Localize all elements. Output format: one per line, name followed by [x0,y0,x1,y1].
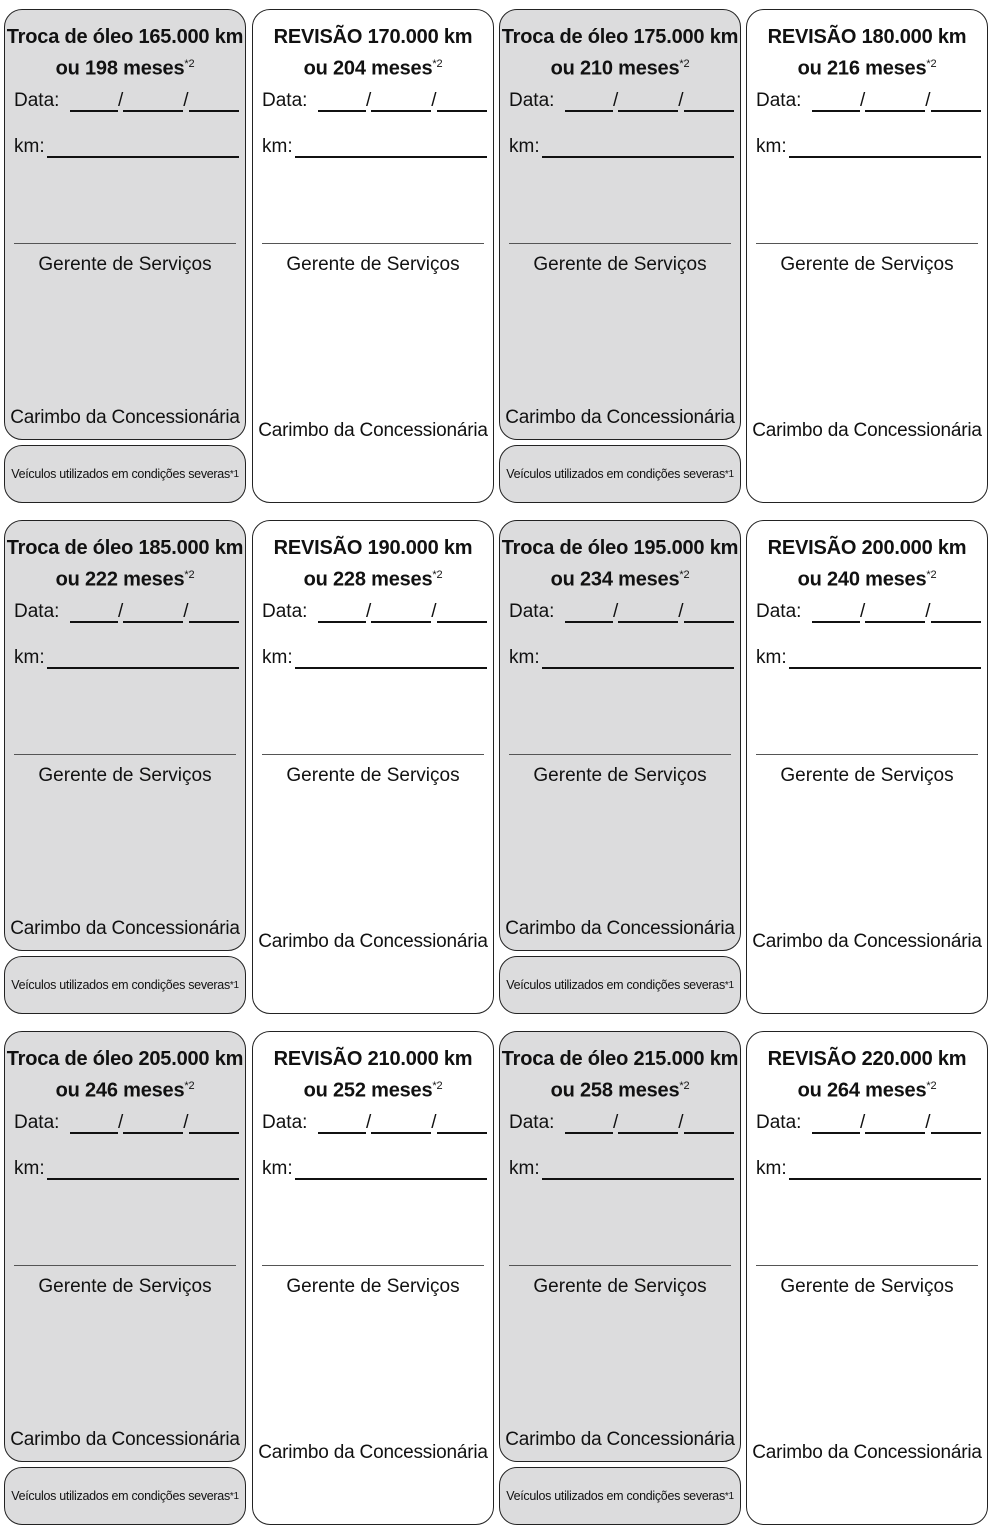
date-month-blank[interactable] [371,1114,431,1134]
date-separator: / [183,1112,189,1133]
footnote-marker: *1 [724,979,734,991]
severe-conditions-box [499,445,741,503]
oil-change-card [4,520,246,951]
date-label: Data: [509,601,555,622]
km-field[interactable] [262,136,487,158]
card-title [5,535,245,594]
title-line-2: ou 246 meses [55,1079,185,1102]
date-label: Data: [262,601,308,622]
date-field[interactable] [14,90,239,112]
date-separator: / [431,1112,437,1133]
severe-conditions-box [4,1467,246,1525]
date-separator: / [431,90,437,111]
date-separator: / [678,601,684,622]
date-field[interactable] [509,601,734,623]
severe-conditions-label: Veículos utilizados em condições severas [11,1489,230,1503]
footnote-marker: *1 [229,979,239,991]
km-field[interactable] [509,136,734,158]
date-separator: / [365,1112,372,1133]
dealer-stamp-label: Carimbo da Concessionária [505,407,735,428]
km-label: km: [509,136,540,157]
footnote-marker: *2 [926,569,937,581]
date-field[interactable] [756,601,981,623]
dealer-stamp-label: Carimbo da Concessionária [505,1429,735,1450]
date-label: Data: [756,1112,802,1133]
date-separator: / [117,1112,124,1133]
severe-conditions-label: Veículos utilizados em condições severas [11,978,230,992]
title-line-2: ou 258 meses [550,1079,680,1102]
date-separator: / [925,601,931,622]
dealer-stamp-label: Carimbo da Concessionária [258,1442,488,1463]
date-separator: / [925,90,931,111]
date-day-blank[interactable] [812,92,860,112]
footnote-marker: *1 [229,468,239,480]
date-year-blank[interactable] [437,603,487,623]
date-separator: / [678,90,684,111]
date-field[interactable] [509,90,734,112]
footnote-marker: *2 [432,569,443,581]
card-title [747,1046,987,1105]
km-field[interactable] [509,1158,734,1180]
date-year-blank[interactable] [931,1114,981,1134]
footnote-marker: *2 [926,1080,937,1092]
title-line-1: Troca de óleo 215.000 km [501,1048,739,1070]
signature-line[interactable] [262,243,484,244]
signature-line[interactable] [509,754,731,755]
date-separator: / [431,601,437,622]
title-line-1: REVISÃO 170.000 km [273,26,473,48]
km-input-line[interactable] [47,1158,239,1180]
title-line-2: ou 198 meses [55,57,185,80]
footnote-marker: *2 [184,569,195,581]
date-separator: / [612,601,619,622]
date-field[interactable] [14,601,239,623]
date-day-blank[interactable] [318,1114,366,1134]
date-day-blank[interactable] [70,603,118,623]
signature-line[interactable] [756,754,978,755]
km-input-line[interactable] [542,647,734,669]
km-label: km: [262,1158,293,1179]
service-manager-label: Gerente de Serviços [780,765,954,786]
date-label: Data: [14,90,60,111]
km-label: km: [14,1158,45,1179]
severe-conditions-label: Veículos utilizados em condições severas [506,1489,725,1503]
km-field[interactable] [14,136,239,158]
title-line-1: Troca de óleo 185.000 km [6,537,244,559]
signature-line[interactable] [262,754,484,755]
date-year-blank[interactable] [931,92,981,112]
date-field[interactable] [262,601,487,623]
footnote-marker: *2 [184,1080,195,1092]
footnote-marker: *2 [679,1080,690,1092]
date-label: Data: [262,90,308,111]
signature-line[interactable] [14,754,236,755]
oil-change-card [499,520,741,951]
service-manager-label: Gerente de Serviços [38,765,212,786]
title-line-2: ou 234 meses [550,568,680,591]
date-year-blank[interactable] [189,1114,239,1134]
date-field[interactable] [756,90,981,112]
date-year-blank[interactable] [189,603,239,623]
km-field[interactable] [262,647,487,669]
date-day-blank[interactable] [318,92,366,112]
date-month-blank[interactable] [123,603,183,623]
title-line-1: Troca de óleo 165.000 km [6,26,244,48]
title-line-2: ou 222 meses [55,568,185,591]
signature-line[interactable] [509,243,731,244]
dealer-stamp-label: Carimbo da Concessionária [258,420,488,441]
km-label: km: [14,136,45,157]
date-year-blank[interactable] [437,1114,487,1134]
footnote-marker: *2 [679,58,690,70]
footnote-marker: *1 [724,1490,734,1502]
km-label: km: [756,1158,787,1179]
date-day-blank[interactable] [70,1114,118,1134]
km-field[interactable] [509,647,734,669]
title-line-2: ou 216 meses [797,57,927,80]
date-label: Data: [14,601,60,622]
date-month-blank[interactable] [123,1114,183,1134]
date-label: Data: [509,1112,555,1133]
title-line-2: ou 240 meses [797,568,927,591]
title-line-1: REVISÃO 190.000 km [273,537,473,559]
dealer-stamp-label: Carimbo da Concessionária [10,407,240,428]
footnote-marker: *2 [926,58,937,70]
title-line-1: REVISÃO 200.000 km [767,537,967,559]
date-separator: / [183,601,189,622]
footnote-marker: *1 [724,468,734,480]
date-year-blank[interactable] [437,92,487,112]
service-manager-label: Gerente de Serviços [780,1276,954,1297]
date-month-blank[interactable] [371,603,431,623]
date-month-blank[interactable] [865,603,925,623]
km-input-line[interactable] [542,136,734,158]
km-label: km: [756,136,787,157]
card-title [5,1046,245,1105]
card-title [253,1046,493,1105]
card-title [500,24,740,83]
date-year-blank[interactable] [684,603,734,623]
title-line-2: ou 252 meses [303,1079,433,1102]
date-separator: / [117,90,124,111]
date-separator: / [859,601,866,622]
card-title [500,535,740,594]
date-field[interactable] [262,90,487,112]
date-separator: / [183,90,189,111]
service-manager-label: Gerente de Serviços [286,765,460,786]
date-day-blank[interactable] [70,92,118,112]
date-day-blank[interactable] [565,1114,613,1134]
revision-card [252,520,494,1014]
signature-line[interactable] [756,243,978,244]
dealer-stamp-label: Carimbo da Concessionária [505,918,735,939]
oil-change-card [499,9,741,440]
date-month-blank[interactable] [371,92,431,112]
date-label: Data: [756,601,802,622]
service-manager-label: Gerente de Serviços [533,765,707,786]
title-line-2: ou 204 meses [303,57,433,80]
km-field[interactable] [262,1158,487,1180]
date-day-blank[interactable] [812,603,860,623]
date-year-blank[interactable] [684,1114,734,1134]
revision-card [252,9,494,503]
date-year-blank[interactable] [189,92,239,112]
km-field[interactable] [756,136,981,158]
title-line-2: ou 264 meses [797,1079,927,1102]
title-line-1: Troca de óleo 195.000 km [501,537,739,559]
date-month-blank[interactable] [618,1114,678,1134]
title-line-2: ou 210 meses [550,57,680,80]
revision-card [746,520,988,1014]
title-line-1: REVISÃO 220.000 km [767,1048,967,1070]
date-day-blank[interactable] [565,92,613,112]
date-field[interactable] [509,1112,734,1134]
date-separator: / [678,1112,684,1133]
card-title [253,24,493,83]
service-manager-label: Gerente de Serviços [286,1276,460,1297]
km-field[interactable] [14,647,239,669]
km-label: km: [262,136,293,157]
card-title [500,1046,740,1105]
card-title [747,535,987,594]
date-field[interactable] [262,1112,487,1134]
km-input-line[interactable] [47,647,239,669]
severe-conditions-box [4,956,246,1014]
date-separator: / [612,1112,619,1133]
service-manager-label: Gerente de Serviços [533,1276,707,1297]
dealer-stamp-label: Carimbo da Concessionária [10,1429,240,1450]
signature-line[interactable] [756,1265,978,1266]
title-line-1: REVISÃO 180.000 km [767,26,967,48]
km-label: km: [756,647,787,668]
date-separator: / [365,601,372,622]
oil-change-card [4,1031,246,1462]
severe-conditions-box [499,1467,741,1525]
km-input-line[interactable] [295,136,487,158]
severe-conditions-label: Veículos utilizados em condições severas [11,467,230,481]
date-month-blank[interactable] [618,603,678,623]
date-day-blank[interactable] [565,603,613,623]
km-input-line[interactable] [542,1158,734,1180]
date-month-blank[interactable] [865,92,925,112]
date-month-blank[interactable] [123,92,183,112]
date-month-blank[interactable] [865,1114,925,1134]
oil-change-card [499,1031,741,1462]
signature-line[interactable] [14,1265,236,1266]
date-label: Data: [14,1112,60,1133]
signature-line[interactable] [509,1265,731,1266]
dealer-stamp-label: Carimbo da Concessionária [752,931,982,952]
revision-card [746,1031,988,1525]
dealer-stamp-label: Carimbo da Concessionária [752,420,982,441]
km-input-line[interactable] [789,1158,981,1180]
title-line-1: REVISÃO 210.000 km [273,1048,473,1070]
date-label: Data: [756,90,802,111]
km-field[interactable] [14,1158,239,1180]
km-label: km: [14,647,45,668]
footnote-marker: *2 [432,1080,443,1092]
date-day-blank[interactable] [318,603,366,623]
km-input-line[interactable] [47,136,239,158]
dealer-stamp-label: Carimbo da Concessionária [752,1442,982,1463]
date-year-blank[interactable] [684,92,734,112]
service-manager-label: Gerente de Serviços [38,254,212,275]
title-line-1: Troca de óleo 205.000 km [6,1048,244,1070]
severe-conditions-label: Veículos utilizados em condições severas [506,467,725,481]
date-separator: / [612,90,619,111]
date-field[interactable] [756,1112,981,1134]
revision-card [252,1031,494,1525]
km-field[interactable] [756,647,981,669]
severe-conditions-box [4,445,246,503]
title-line-1: Troca de óleo 175.000 km [501,26,739,48]
km-label: km: [509,1158,540,1179]
date-label: Data: [509,90,555,111]
severe-conditions-label: Veículos utilizados em condições severas [506,978,725,992]
card-title [747,24,987,83]
date-month-blank[interactable] [618,92,678,112]
date-separator: / [859,90,866,111]
card-title [5,24,245,83]
footnote-marker: *2 [432,58,443,70]
date-separator: / [365,90,372,111]
service-manager-label: Gerente de Serviços [533,254,707,275]
date-separator: / [117,601,124,622]
service-manager-label: Gerente de Serviços [780,254,954,275]
oil-change-card [4,9,246,440]
service-manager-label: Gerente de Serviços [286,254,460,275]
km-input-line[interactable] [789,647,981,669]
card-title [253,535,493,594]
date-field[interactable] [14,1112,239,1134]
km-input-line[interactable] [789,136,981,158]
km-label: km: [509,647,540,668]
km-field[interactable] [756,1158,981,1180]
signature-line[interactable] [14,243,236,244]
km-input-line[interactable] [295,1158,487,1180]
dealer-stamp-label: Carimbo da Concessionária [258,931,488,952]
signature-line[interactable] [262,1265,484,1266]
dealer-stamp-label: Carimbo da Concessionária [10,918,240,939]
date-label: Data: [262,1112,308,1133]
footnote-marker: *2 [184,58,195,70]
footnote-marker: *2 [679,569,690,581]
date-separator: / [859,1112,866,1133]
date-day-blank[interactable] [812,1114,860,1134]
km-input-line[interactable] [295,647,487,669]
date-year-blank[interactable] [931,603,981,623]
severe-conditions-box [499,956,741,1014]
service-manager-label: Gerente de Serviços [38,1276,212,1297]
revision-card [746,9,988,503]
footnote-marker: *1 [229,1490,239,1502]
date-separator: / [925,1112,931,1133]
km-label: km: [262,647,293,668]
title-line-2: ou 228 meses [303,568,433,591]
